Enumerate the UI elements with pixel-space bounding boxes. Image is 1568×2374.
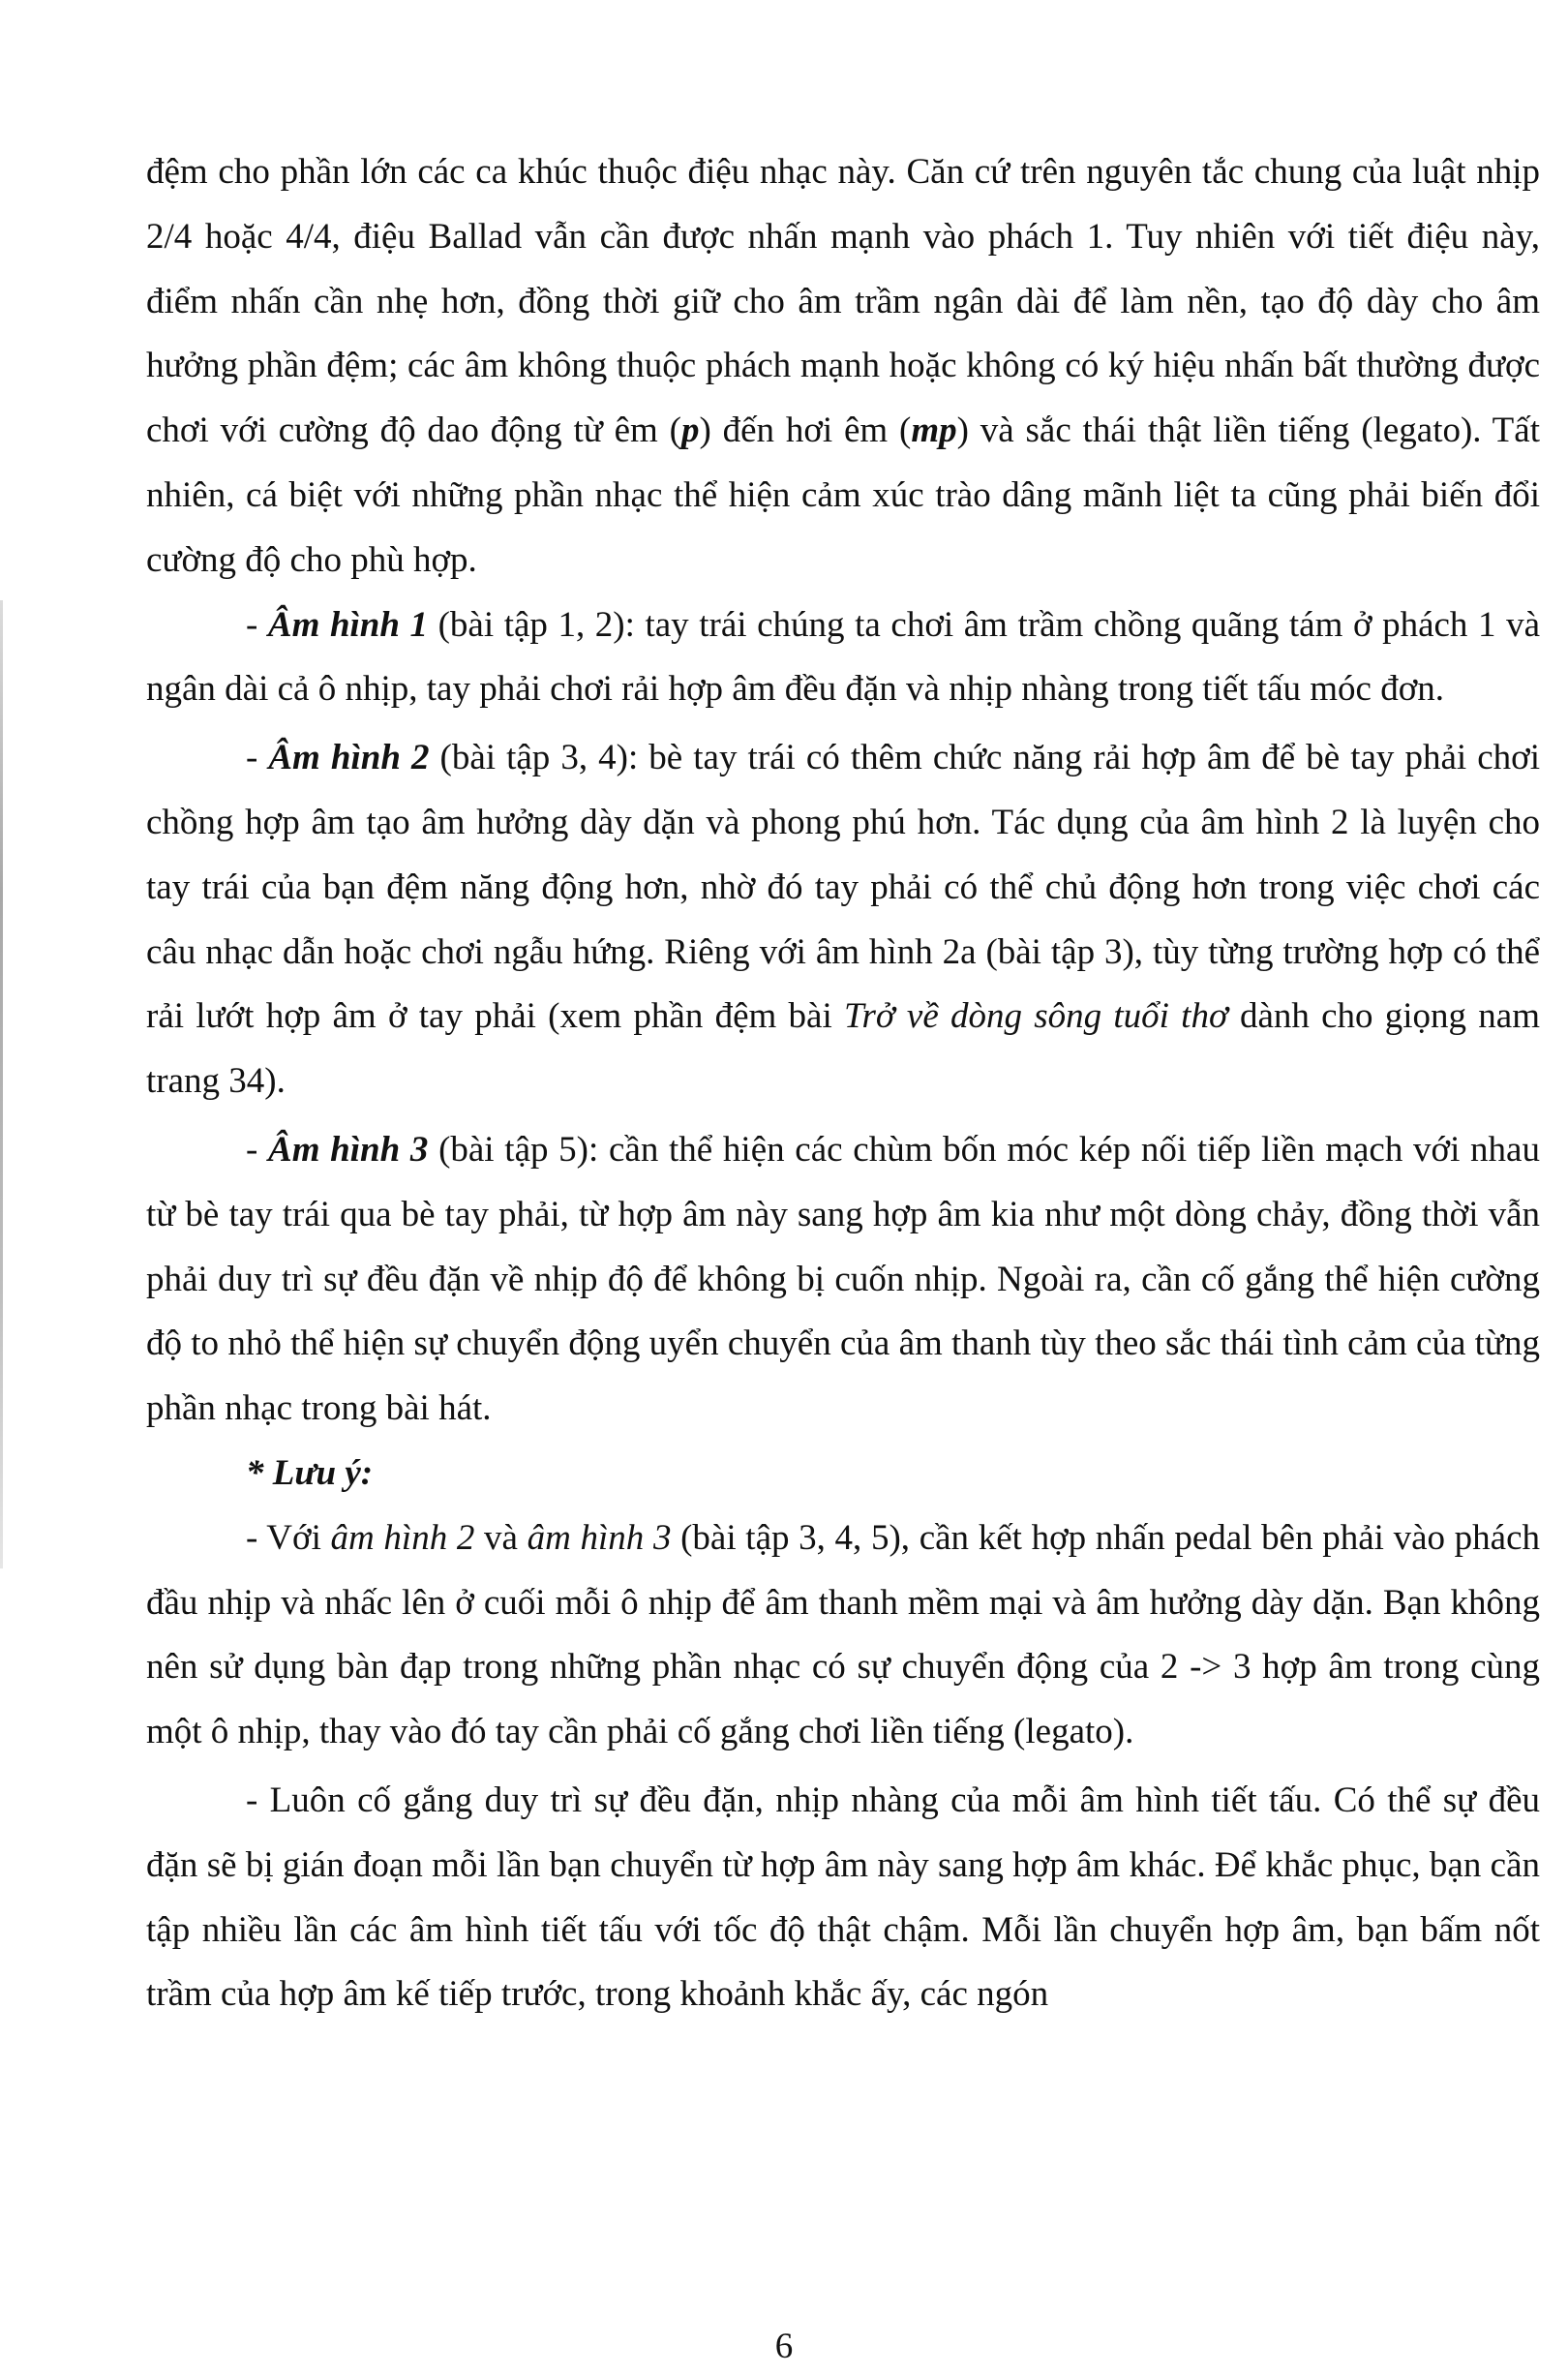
pattern-2-title: Âm hình 2: [268, 738, 430, 778]
text-run: (bài tập 1, 2): tay trái chúng ta chơi âm trầm chồng quãng tám ở phách 1 và ngân dài cả ô nhịp, tay phải chơi rải hợp âm đều đặn và nhịp nhàng trong tiết tấu móc đơn.: [146, 604, 1540, 710]
text-run: ) đến hơi êm (: [699, 411, 912, 451]
text-run: -: [246, 1129, 269, 1170]
paragraph-note-rhythm: - Luôn cố gắng duy trì sự đều đặn, nhịp nhàng của mỗi âm hình tiết tấu. Có thể sự đều đặn sẽ bị gián đoạn mỗi lần bạn chuyển từ hợp âm này sang hợp âm khác. Để khắc phục, bạn cần tập nhiều lần các âm hình tiết tấu với tốc độ thật chậm. Mỗi lần chuyển hợp âm, bạn bấm nốt trầm của hợp âm kế tiếp trước, trong khoảnh khắc ấy, các ngón: [146, 1780, 1540, 2015]
text-run: đệm cho phần lớn các ca khúc thuộc điệu nhạc này. Căn cứ trên nguyên tắc chung của luật nhịp 2/4 hoặc 4/4, điệu Ballad vẫn cần được nhấn mạnh vào phách 1. Tuy nhiên với tiết điệu này, điểm nhấn cần nhẹ hơn, đồng thời giữ cho âm trầm ngân dài để làm nền, tạo độ dày cho âm hưởng phần đệm; các âm không thuộc phách mạnh hoặc không có ký hiệu nhấn bất thường được chơi với cường độ dao động từ êm (: [146, 152, 1540, 451]
text-run: (bài tập 3, 4): bè tay trái có thêm chức năng rải hợp âm để bè tay phải chơi chồng hợp âm tạo âm hưởng dày dặn và phong phú hơn. Tác dụng của âm hình 2 là luyện cho tay trái của bạn đệm năng động hơn, nhờ đó tay phải có thể chủ động hơn trong việc chơi các câu nhạc dẫn hoặc chơi ngẫu hứng. Riêng với âm hình 2a (bài tập 3), tùy từng trường hợp có thể rải lướt hợp âm ở tay phải (xem phần đệm bài: [146, 738, 1540, 1037]
text-run: - Với: [246, 1517, 331, 1558]
text-run: dành cho giọng nam trang 34).: [146, 996, 1541, 1102]
text-run: (bài tập 5): cần thể hiện các chùm bốn móc kép nối tiếp liền mạch với nhau từ bè tay trái qua bè tay phải, từ hợp âm này sang hợp âm kia như một dòng chảy, đồng thời vẫn phải duy trì sự đều đặn về nhịp độ để không bị cuốn nhịp. Ngoài ra, cần cố gắng thể hiện cường độ to nhỏ thể hiện sự chuyển động uyển chuyển của âm thanh tùy theo sắc thái tình cảm của từng phần nhạc trong bài hát.: [146, 1129, 1540, 1429]
paragraph-pattern-2: [146, 726, 1540, 1114]
paragraph-pattern-3: [146, 1118, 1540, 1442]
note-heading: * Lưu ý:: [246, 1452, 374, 1493]
text-run: -: [246, 738, 269, 778]
body-text: [146, 140, 1540, 2027]
paragraph-note-pedal: [146, 1507, 1540, 1765]
pattern-1-title: Âm hình 1: [267, 604, 429, 645]
text-run: và: [474, 1517, 528, 1558]
page-number: 6: [774, 2327, 794, 2366]
text-run: (bài tập 3, 4, 5), cần kết hợp nhấn pedal bên phải vào phách đầu nhịp và nhấc lên ở cuối mỗi ô nhịp để âm thanh mềm mại và âm hưởng dày dặn. Bạn không nên sử dụng bàn đạp trong những phần nhạc có sự chuyển động của 2 -> 3 hợp âm trong cùng một ô nhịp, thay vào đó tay cần phải cố gắng chơi liền tiếng (legato).: [146, 1517, 1541, 1752]
scan-edge-shadow: [0, 600, 3, 1568]
paragraph-pattern-1: [146, 594, 1540, 723]
dynamic-mark-p: p: [680, 411, 700, 451]
text-run: -: [246, 604, 268, 645]
paragraph-ballad-intro: [146, 140, 1540, 594]
pattern-ref: âm hình 3: [527, 1517, 672, 1558]
pattern-3-title: Âm hình 3: [268, 1129, 429, 1170]
song-title: Trở về dòng sông tuổi thơ: [843, 996, 1228, 1037]
dynamic-mark-mp: mp: [911, 411, 957, 451]
text-run: ) và sắc thái thật liền tiếng (legato). Tất nhiên, cá biệt với những phần nhạc thể hiện cảm xúc trào dâng mãnh liệt ta cũng phải biến đổi cường độ cho phù hợp.: [146, 411, 1540, 580]
pattern-ref: âm hình 2: [330, 1517, 475, 1558]
